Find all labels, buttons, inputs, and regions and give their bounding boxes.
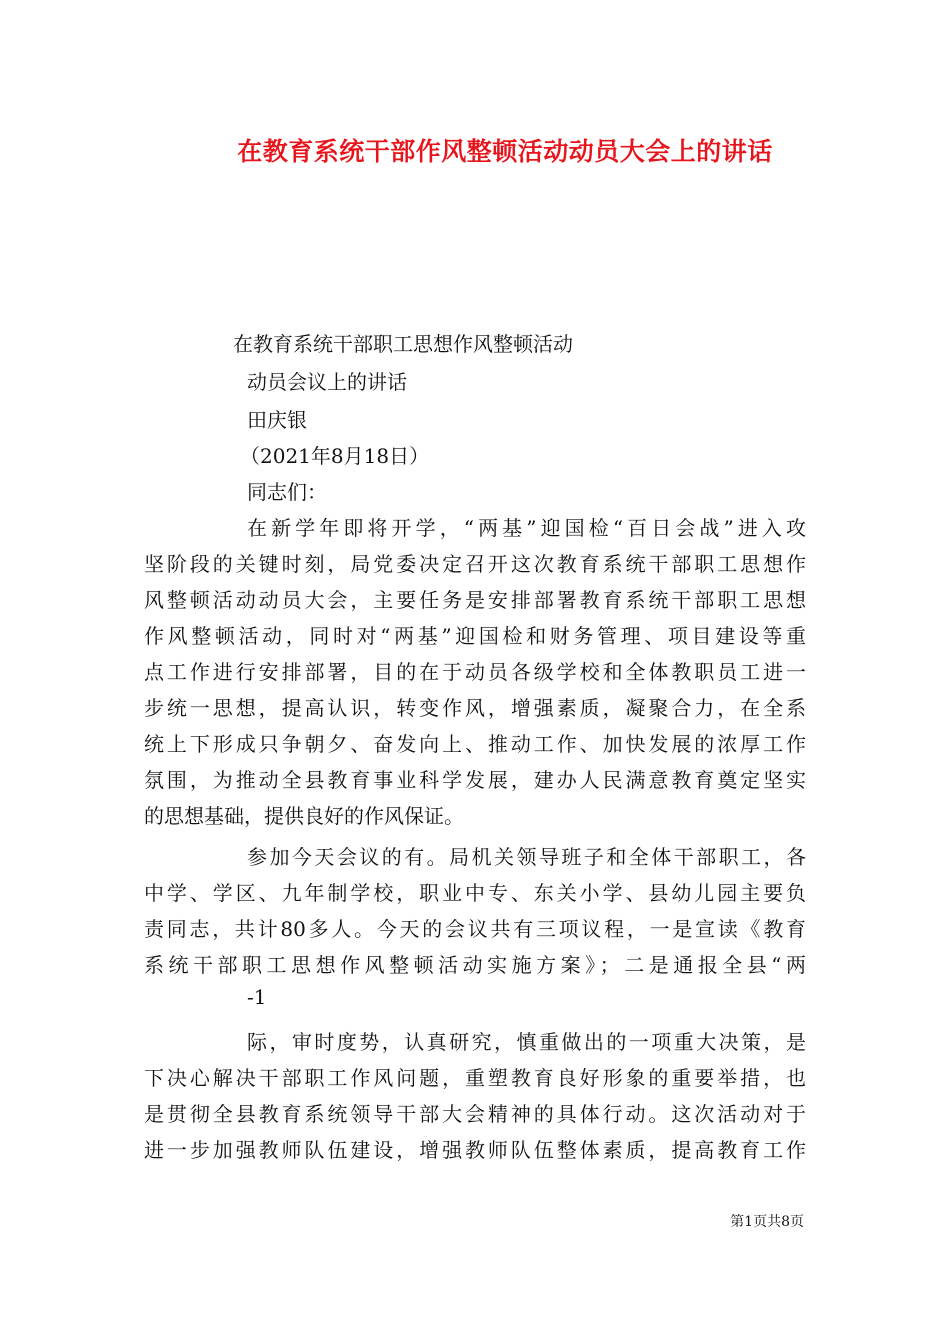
salutation: 同志们： xyxy=(247,480,327,504)
paragraph-3-line: 下决心解决干部职工作风问题，重塑教育良好形象的重要举措，也 xyxy=(144,1066,806,1090)
paragraph-1-line: 氛围，为推动全县教育事业科学发展，建办人民满意教育奠定坚实 xyxy=(144,768,806,792)
paragraph-1-line: 步统一思想，提高认识，转变作风，增强素质，凝聚合力，在全系 xyxy=(144,696,806,720)
speech-heading-line-2: 动员会议上的讲话 xyxy=(247,370,407,394)
speech-date: （2021年8月18日） xyxy=(240,444,430,468)
speaker-name: 田庆银 xyxy=(247,408,307,432)
paragraph-3-line: 际，审时度势，认真研究，慎重做出的一项重大决策，是 xyxy=(247,1030,806,1054)
paragraph-1-line: 的思想基础，提供良好的作风保证。 xyxy=(144,804,464,828)
speech-heading-line-1: 在教育系统干部职工思想作风整顿活动 xyxy=(233,332,573,356)
paragraph-3-line: 是贯彻全县教育系统领导干部大会精神的具体行动。这次活动对于 xyxy=(144,1102,806,1126)
document-title: 在教育系统干部作风整顿活动动员大会上的讲话 xyxy=(237,137,773,166)
page-footer: 第1页共8页 xyxy=(730,1214,804,1230)
paragraph-1-line: 作风整顿活动，同时对“两基”迎国检和财务管理、项目建设等重 xyxy=(144,624,806,648)
paragraph-1-line: 风整顿活动动员大会，主要任务是安排部署教育系统干部职工思想 xyxy=(144,588,806,612)
paragraph-2-line: 中学、学区、九年制学校，职业中专、东关小学、县幼儿园主要负 xyxy=(144,881,806,905)
paragraph-1-line: 坚阶段的关键时刻，局党委决定召开这次教育系统干部职工思想作 xyxy=(144,552,806,576)
paragraph-1-line: 点工作进行安排部署，目的在于动员各级学校和全体教职员工进一 xyxy=(144,660,806,684)
paragraph-2-line: 参加今天会议的有。局机关领导班子和全体干部职工，各 xyxy=(247,845,806,869)
paragraph-2-line: 系统干部职工思想作风整顿活动实施方案》；二是通报全县“两 xyxy=(144,953,806,977)
paragraph-1-line: 统上下形成只争朝夕、奋发向上、推动工作、加快发展的浓厚工作 xyxy=(144,732,806,756)
paragraph-2-line: 责同志，共计80多人。今天的会议共有三项议程，一是宣读《教育 xyxy=(144,917,806,941)
paragraph-1-line: 在新学年即将开学，“两基”迎国检“百日会战”进入攻 xyxy=(247,516,806,540)
paragraph-3-line: 进一步加强教师队伍建设，增强教师队伍整体素质，提高教育工作 xyxy=(144,1138,806,1162)
page-marker: -1 xyxy=(247,985,267,1009)
